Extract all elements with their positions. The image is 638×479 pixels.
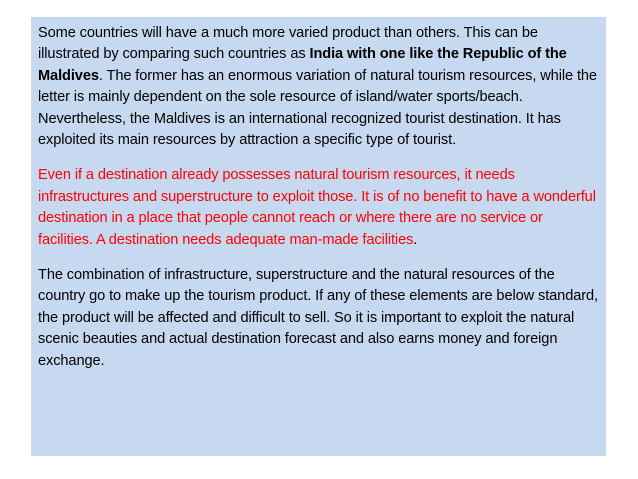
paragraph-1-intro: Some countries will have a much more varied product than others. This can be illustrated by comparing such countries as: [38, 25, 538, 63]
paragraph-infrastructure-need: [38, 165, 599, 251]
paragraph-2-red-text: Even if a destination already possesses natural tourism resources, it needs infrastructures and superstructure to exploit those. It is of no benefit to have a wonderful destination in a place that people cannot reach or where there are no service or facilities. A destination needs adequate man-made facilities: [38, 167, 596, 248]
paragraph-2-period: .: [413, 231, 418, 248]
paragraph-1-bold-phrase: India with one like the Republic of the Maldives: [38, 46, 567, 84]
paragraph-maldives-comparison: [38, 23, 599, 151]
text-panel: [31, 17, 606, 456]
paragraph-tourism-product: The combination of infrastructure, superstructure and the natural resources of the country go to make up the tourism product. If any of these elements are below standard, the product will be affected and difficult to sell. So it is important to exploit the natural scenic beauties and actual destination forecast and also earns money and foreign exchange.: [38, 267, 598, 369]
paragraph-1-rest: . The former has an enormous variation of natural tourism resources, while the letter is mainly dependent on the sole resource of island/water sports/beach. Nevertheless, the Maldives is an international recognized tourist destination. It has exploited its main resources by attraction a specific type of tourist.: [38, 67, 597, 149]
